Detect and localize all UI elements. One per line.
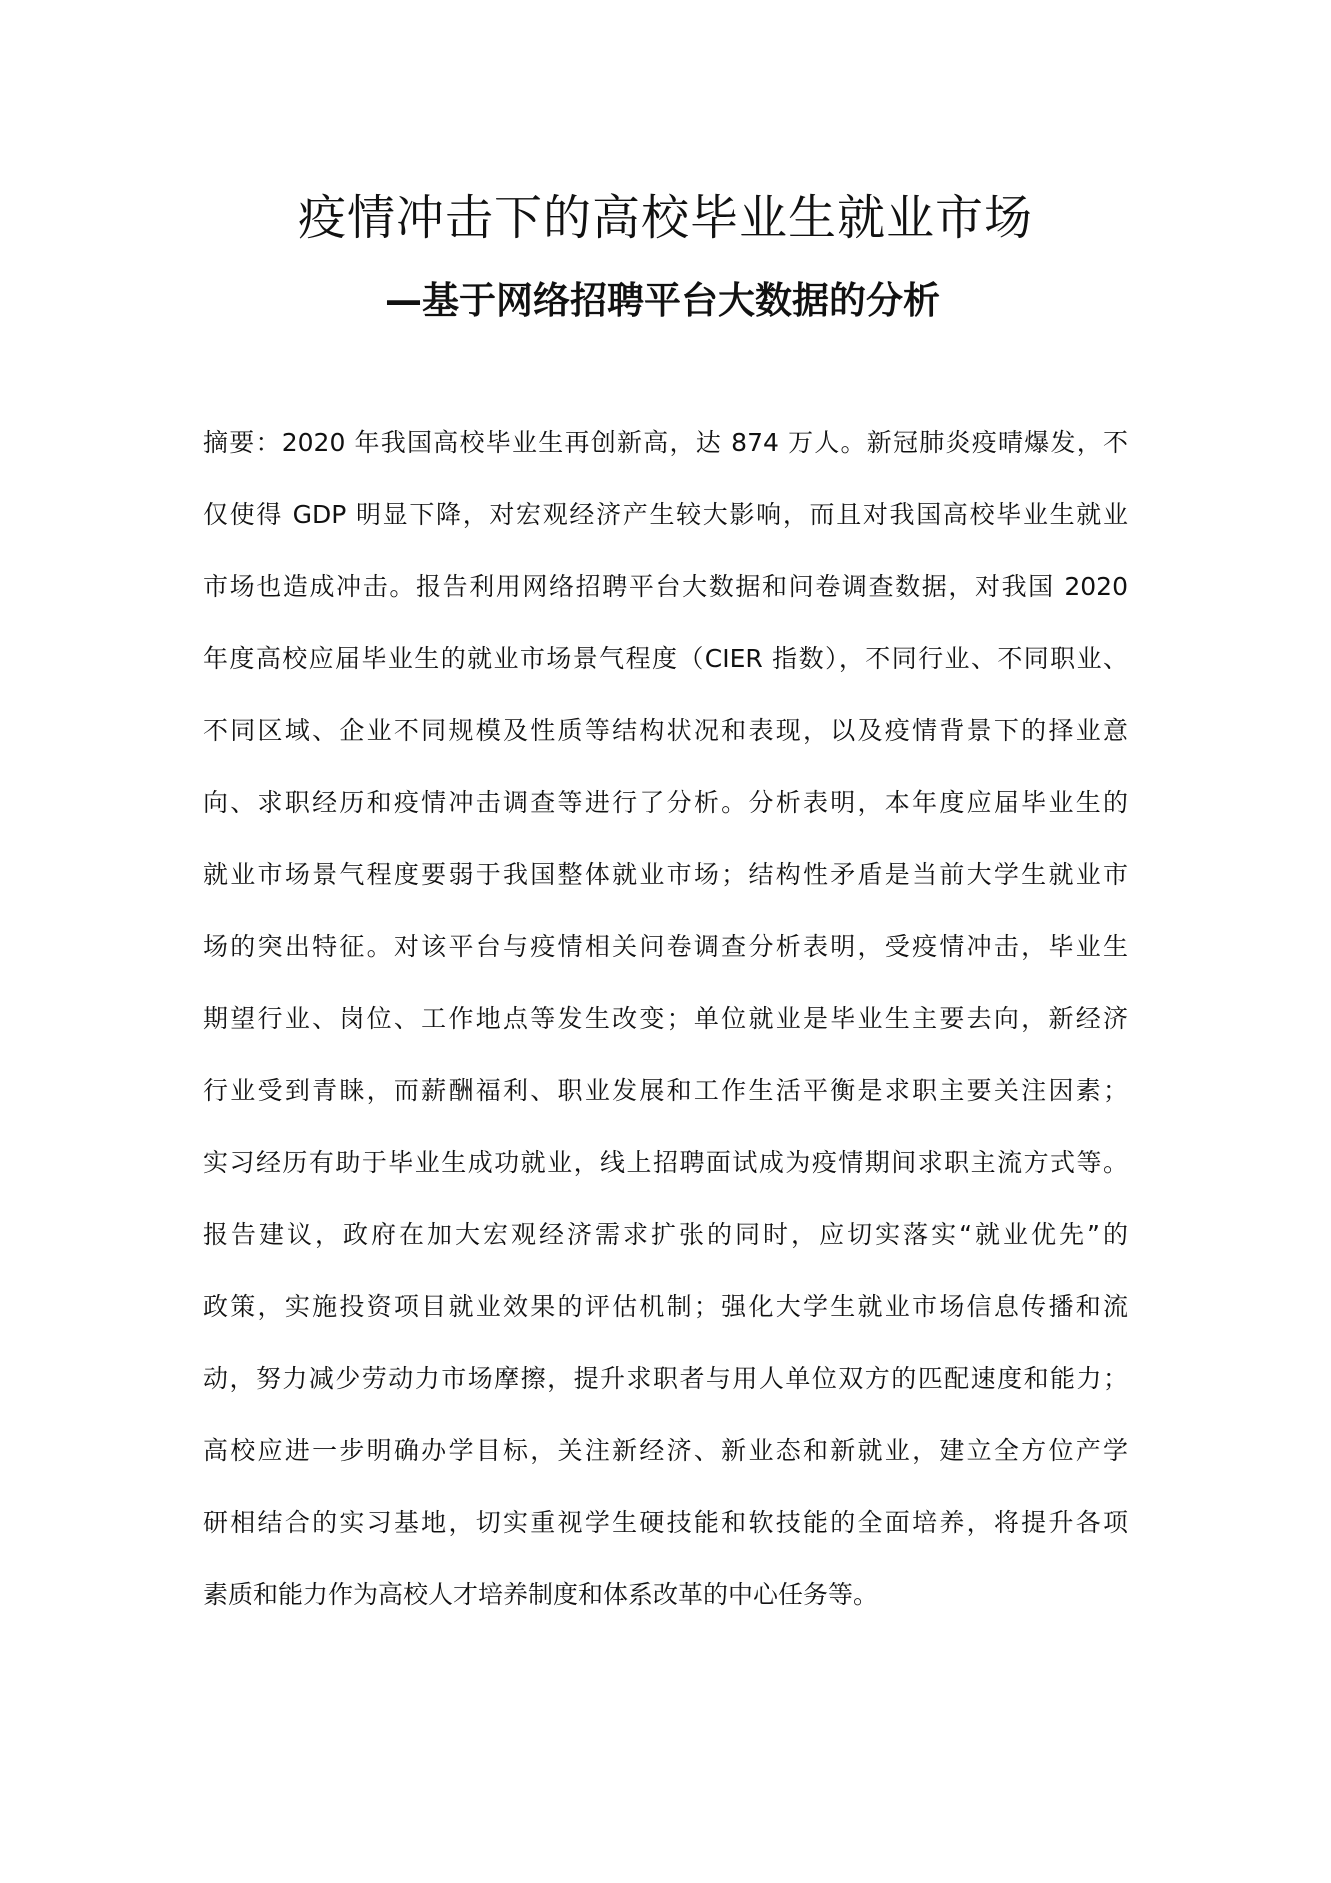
abstract-line: 政策，实施投资项目就业效果的评估机制；强化大学生就业市场信息传播和流: [203, 1292, 1128, 1321]
abstract-line: 高校应进一步明确办学目标，关注新经济、新业态和新就业，建立全方位产学: [203, 1436, 1128, 1465]
abstract-line: 动，努力减少劳动力市场摩擦，提升求职者与用人单位双方的匹配速度和能力；: [203, 1364, 1128, 1393]
abstract-line: 就业市场景气程度要弱于我国整体就业市场；结构性矛盾是当前大学生就业市: [203, 860, 1128, 889]
abstract-line: 场的突出特征。对该平台与疫情相关问卷调查分析表明，受疫情冲击，毕业生: [203, 932, 1128, 961]
abstract-line: 摘要：2020 年我国高校毕业生再创新高，达 874 万人。新冠肺炎疫晴爆发，不: [203, 428, 1128, 457]
abstract-line: 市场也造成冲击。报告利用网络招聘平台大数据和问卷调查数据，对我国 2020: [203, 572, 1128, 601]
abstract-line: 期望行业、岗位、工作地点等发生改变；单位就业是毕业生主要去向，新经济: [203, 1004, 1128, 1033]
abstract-line: 研相结合的实习基地，切实重视学生硬技能和软技能的全面培养，将提升各项: [203, 1508, 1128, 1537]
abstract-line: 实习经历有助于毕业生成功就业，线上招聘面试成为疫情期间求职主流方式等。: [203, 1148, 1128, 1177]
abstract-line: 不同区域、企业不同规模及性质等结构状况和表现，以及疫情背景下的择业意: [203, 716, 1128, 745]
abstract-line: 报告建议，政府在加大宏观经济需求扩张的同时，应切实落实“就业优先”的: [203, 1220, 1128, 1249]
document-title: 疫情冲击下的高校毕业生就业市场: [297, 190, 1033, 246]
abstract-paragraph: [203, 420, 1128, 1644]
abstract-line: 向、求职经历和疫情冲击调查等进行了分析。分析表明，本年度应届毕业生的: [203, 788, 1128, 817]
abstract-line: 素质和能力作为高校人才培养制度和体系改革的中心任务等。: [203, 1580, 879, 1609]
abstract-line: 仅使得 GDP 明显下降，对宏观经济产生较大影响，而且对我国高校毕业生就业: [203, 500, 1128, 529]
abstract-line: 年度高校应届毕业生的就业市场景气程度（CIER 指数），不同行业、不同职业、: [203, 644, 1128, 673]
abstract-line: 行业受到青睐，而薪酬福利、职业发展和工作生活平衡是求职主要关注因素；: [203, 1076, 1128, 1105]
document-subtitle: —基于网络招聘平台大数据的分析: [385, 279, 940, 322]
